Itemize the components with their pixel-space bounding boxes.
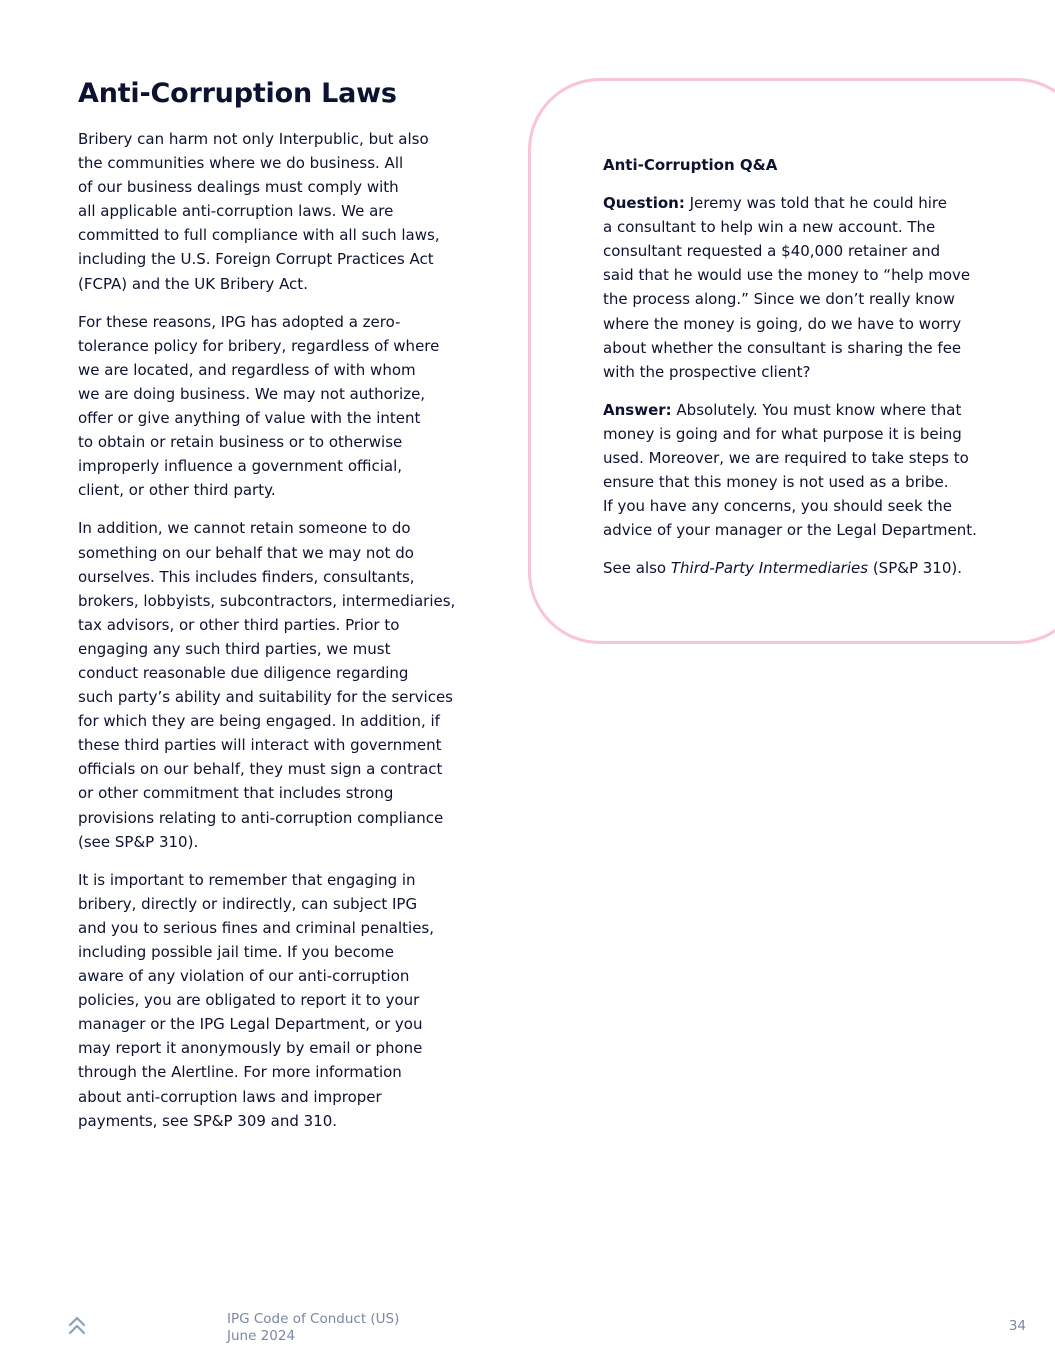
see-also-prefix: See also: [603, 559, 671, 578]
see-also-suffix: (SP&P 310).: [868, 559, 963, 578]
qa-title: Anti-Corruption Q&A: [603, 156, 778, 174]
qa-question: [603, 191, 993, 384]
question-label: Question:: [603, 194, 685, 213]
see-also-link-title: Third-Party Intermediaries: [670, 559, 869, 578]
footer-doc-title: IPG Code of Conduct (US): [227, 1311, 400, 1327]
qa-callout-box: [528, 78, 1055, 644]
paragraph-3: In addition, we cannot retain someone to do something on our behalf that we may not do ourselves. This includes finders, consultants, brokers, lobbyists, subcontractors, intermediaries, tax advisors, or other third parties. Prior to engaging any such third parties, we must conduct reasonable due diligence regarding such party’s ability and suitability for the services for which they are being engaged. In addition, if these third parties will interact with government officials on our behalf, they must sign a contract or other commitment that includes strong provisions relating to anti-corruption compliance (see SP&P 310).: [78, 519, 456, 851]
qa-see-also: [603, 556, 993, 580]
answer-text: Absolutely. You must know where that money is going and for what purpose it is being used. Moreover, we are required to take steps to ensure that this money is not used as a bribe. If you have any concerns, you should seek the advice of your manager or the Legal Department.: [603, 400, 977, 540]
footer-date: June 2024: [227, 1327, 296, 1344]
paragraph-4: It is important to remember that engaging in bribery, directly or indirectly, can subject IPG and you to serious fines and criminal penalties, including possible jail time. If you become aware of any violation of our anti-corruption policies, you are obligated to report it to your manager or the IPG Legal Department, or you may report it anonymously by email or phone through the Alertline. For more information about anti-corruption laws and improper payments, see SP&P 309 and 310.: [78, 870, 435, 1130]
body-text-column: [78, 127, 458, 1147]
section-heading: Anti-Corruption Laws: [78, 78, 397, 109]
footer-doc-info: [227, 1311, 399, 1344]
double-chevron-up-icon[interactable]: [68, 1315, 86, 1337]
qa-answer: [603, 398, 993, 543]
question-text: Jeremy was told that he could hire a consultant to help win a new account. The consultant requested a $40,000 retainer and said that he would use the money to “help move the process along.” Since we don’t really know where the money is going, do we have to worry about whether the consultant is sharing the fee with the prospective client?: [603, 194, 971, 381]
answer-label: Answer:: [603, 400, 672, 419]
paragraph-2: For these reasons, IPG has adopted a zero- tolerance policy for bribery, regardless of where we are located, and regardless of with whom we are doing business. We may not authorize, offer or give anything of value with the intent to obtain or retain business or to otherwise improperly influence a government official, client, or other third party.: [78, 312, 440, 500]
qa-content: [603, 153, 993, 595]
page-number: 34: [1008, 1318, 1026, 1334]
paragraph-1: Bribery can harm not only Interpublic, but also the communities where we do business. All of our business dealings must comply with all applicable anti-corruption laws. We are committed to full compliance with all such laws, including the U.S. Foreign Corrupt Practices Act (FCPA) and the UK Bribery Act.: [78, 130, 440, 293]
